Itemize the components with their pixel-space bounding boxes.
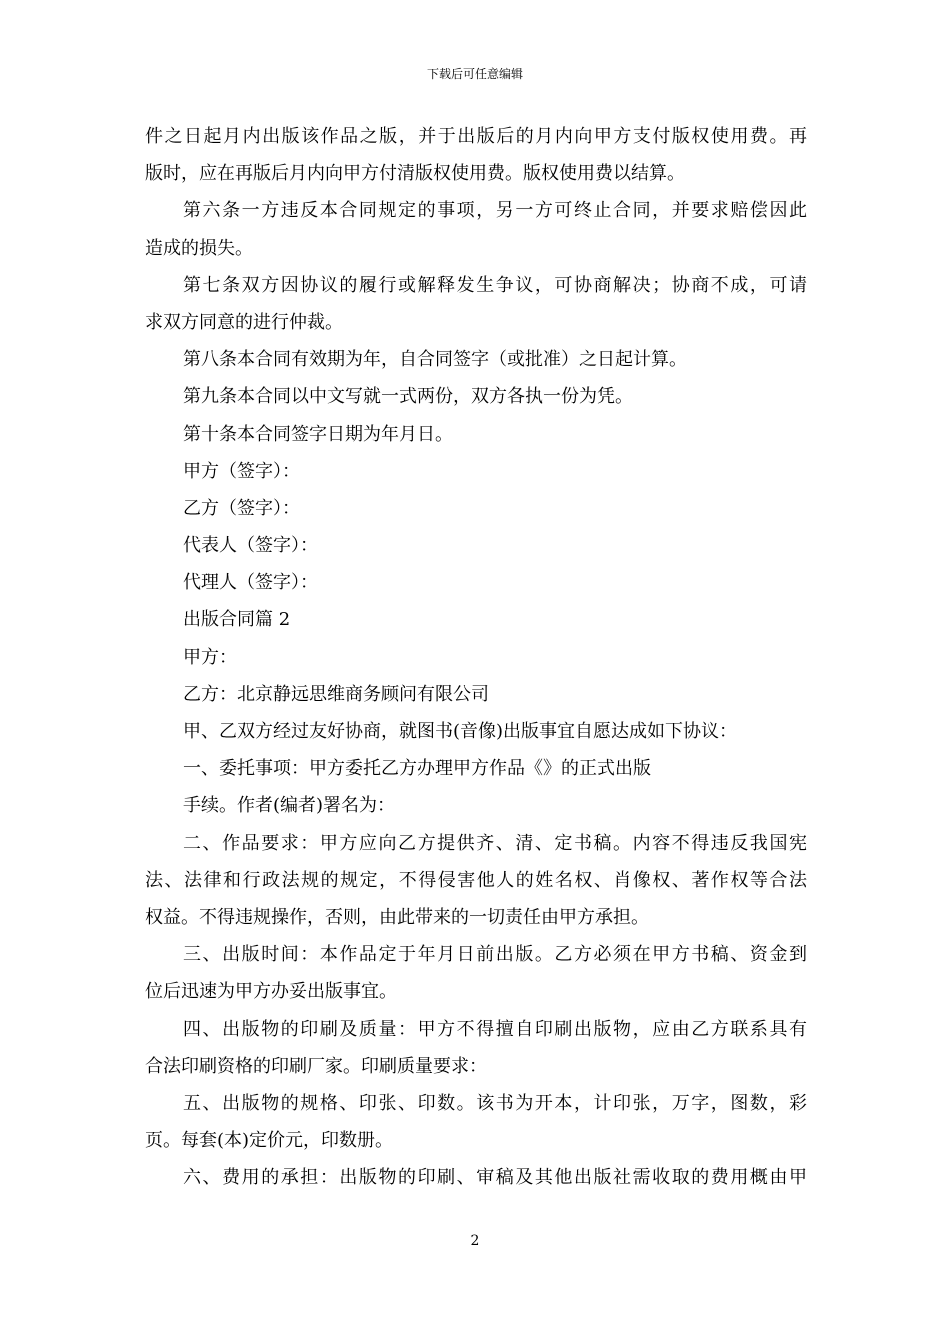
text-line: 二、作品要求：甲方应向乙方提供齐、清、定书稿。内容不得违反我国宪 <box>183 832 807 854</box>
text-line: 六、费用的承担：出版物的印刷、审稿及其他出版社需收取的费用概由甲 <box>183 1167 807 1189</box>
text-line: 出版合同篇 2 <box>183 609 291 631</box>
text-line: 造成的损失。 <box>145 237 253 259</box>
text-line: 合法印刷资格的印刷厂家。印刷质量要求： <box>145 1055 487 1077</box>
text-line: 四、出版物的印刷及质量：甲方不得擅自印刷出版物，应由乙方联系具有 <box>183 1018 807 1040</box>
paragraph <box>145 1011 807 1085</box>
text-line: 代表人（签字）： <box>183 535 318 557</box>
text-line: 代理人（签字）： <box>183 572 318 594</box>
paragraph <box>145 639 807 676</box>
paragraph <box>145 378 807 415</box>
paragraph <box>145 416 807 453</box>
text-line: 乙方：北京静远思维商务顾问有限公司 <box>183 683 489 705</box>
text-line: 第九条本合同以中文写就一式两份，双方各执一份为凭。 <box>183 386 633 408</box>
text-line: 五、出版物的规格、印张、印数。该书为开本，计印张，万字，图数，彩 <box>183 1092 807 1114</box>
text-line: 法、法律和行政法规的规定，不得侵害他人的姓名权、肖像权、著作权等合法 <box>145 869 807 891</box>
text-line: 第六条一方违反本合同规定的事项，另一方可终止合同，并要求赔偿因此 <box>183 200 807 222</box>
text-line: 三、出版时间：本作品定于年月日前出版。乙方必须在甲方书稿、资金到 <box>183 944 807 966</box>
paragraph <box>145 713 807 750</box>
paragraph <box>145 564 807 601</box>
text-line: 位后迅速为甲方办妥出版事宜。 <box>145 981 397 1003</box>
text-line: 第七条双方因协议的履行或解释发生争议，可协商解决；协商不成，可请 <box>183 274 807 296</box>
paragraph <box>145 1085 807 1159</box>
paragraph <box>145 825 807 937</box>
paragraph <box>145 787 807 824</box>
text-line: 乙方（签字）： <box>183 497 300 519</box>
paragraph <box>145 750 807 787</box>
text-line: 件之日起月内出版该作品之版，并于出版后的月内向甲方支付版权使用费。再 <box>145 126 807 147</box>
text-line: 求双方同意的进行仲裁。 <box>145 311 343 333</box>
text-line: 甲、乙双方经过友好协商，就图书(音像)出版事宜自愿达成如下协议： <box>183 721 738 742</box>
text-line: 甲方： <box>183 646 237 668</box>
paragraph <box>145 676 807 713</box>
page-header-note: 下载后可任意编辑 <box>426 67 523 81</box>
text-line: 一、委托事项：甲方委托乙方办理甲方作品《》的正式出版 <box>183 758 651 780</box>
paragraph <box>145 118 807 192</box>
text-line: 第十条本合同签字日期为年月日。 <box>183 423 453 445</box>
paragraph <box>145 1159 807 1196</box>
text-line: 甲方（签字）： <box>183 460 300 482</box>
text-line: 权益。不得违规操作，否则，由此带来的一切责任由甲方承担。 <box>145 906 649 928</box>
text-line: 手续。作者(编者)署名为： <box>183 795 396 817</box>
paragraph <box>145 341 807 378</box>
paragraph <box>145 192 807 266</box>
paragraph <box>145 453 807 490</box>
paragraph <box>145 527 807 564</box>
paragraph <box>145 601 807 638</box>
paragraph <box>145 267 807 341</box>
text-line: 第八条本合同有效期为年，自合同签字（或批准）之日起计算。 <box>183 349 687 371</box>
text-line: 页。每套(本)定价元，印数册。 <box>145 1130 394 1152</box>
paragraph <box>145 490 807 527</box>
page-number: 2 <box>470 1233 480 1249</box>
text-line: 版时，应在再版后月内向甲方付清版权使用费。版权使用费以结算。 <box>145 163 685 185</box>
document-body <box>145 118 807 1196</box>
paragraph <box>145 936 807 1010</box>
